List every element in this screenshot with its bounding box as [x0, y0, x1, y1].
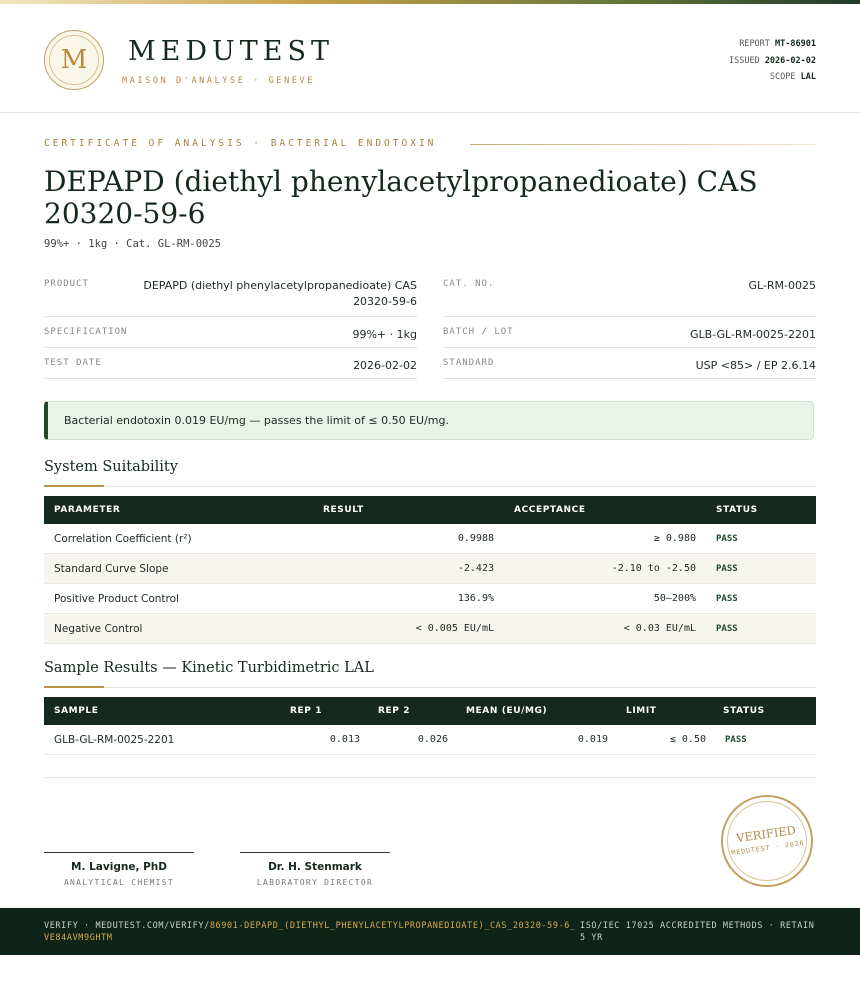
stamp-subtext: MEDUTEST · 2026: [730, 838, 806, 858]
batch-lot-label: BATCH / LOT: [443, 327, 514, 337]
sample-id-cell: GLB-GL-RM-0025-2201: [44, 725, 244, 755]
test-date-value: 2026-02-02: [353, 359, 417, 372]
table-header-row: [44, 496, 816, 524]
limit-cell: ≤ 0.50: [608, 725, 706, 755]
test-date-label: TEST DATE: [44, 358, 102, 368]
status-badge: PASS: [696, 614, 816, 644]
standard-label: STANDARD: [443, 358, 495, 368]
rep2-cell: 0.026: [360, 725, 448, 755]
scope-label: SCOPE: [769, 72, 796, 82]
table-row: [44, 725, 816, 755]
column-header-result: RESULT: [244, 496, 494, 524]
status-badge: PASS: [696, 554, 816, 584]
column-header-status: STATUS: [706, 697, 816, 725]
signatory-role: ANALYTICAL CHEMIST: [63, 878, 175, 887]
section-rule: [44, 687, 816, 688]
brand-seal-logo: [44, 30, 104, 90]
table-row: [44, 584, 816, 614]
report-meta: [729, 36, 816, 86]
stamp-text: VERIFIED: [735, 822, 797, 846]
table-header-row: [44, 697, 816, 725]
column-header-rep2: REP 2: [360, 697, 448, 725]
document-title: DEPAPD (diethyl phenylacetylpropanedioate) CAS 20320-59-6: [44, 165, 758, 230]
verify-prefix: VERIFY · MEDUTEST.COM/VERIFY/: [44, 921, 210, 931]
page-footer: [0, 908, 860, 955]
rep1-cell: 0.013: [244, 725, 360, 755]
acceptance-cell: < 0.03 EU/mL: [494, 614, 696, 644]
product-value: DEPAPD (diethyl phenylacetylpropanedioate) CAS 20320-59-6: [143, 279, 417, 308]
issued-date: 2026-02-02: [764, 55, 816, 66]
result-cell: -2.423: [244, 554, 494, 584]
section-rule: [44, 486, 816, 487]
test-date-field: [44, 357, 417, 379]
brand-name: MEDUTEST: [128, 36, 334, 67]
standard-field: [443, 357, 816, 379]
column-header-acceptance: ACCEPTANCE: [494, 496, 696, 524]
result-cell: 0.9988: [244, 524, 494, 554]
page-header: [0, 4, 860, 113]
catalog-number-field: [443, 278, 816, 317]
specification-label: SPECIFICATION: [44, 327, 128, 337]
specification-value: 99%+ · 1kg: [352, 328, 417, 341]
specification-field: [44, 326, 417, 348]
scope-line: [729, 69, 816, 86]
seal-letter: M: [49, 35, 99, 85]
column-header-mean: MEAN (EU/MG): [448, 697, 608, 725]
status-badge: PASS: [696, 524, 816, 554]
status-badge: PASS: [706, 725, 816, 755]
signatory-name: Dr. H. Stenmark: [268, 861, 362, 873]
section-accent: [44, 686, 104, 688]
report-number: MT-86901: [775, 39, 816, 49]
column-header-status: STATUS: [696, 496, 816, 524]
accreditation-note: ISO/IEC 17025 ACCREDITED METHODS · RETAIN 5 YR: [580, 921, 815, 943]
parameter-cell: Positive Product Control: [44, 584, 244, 614]
batch-lot-value: GLB-GL-RM-0025-2201: [689, 328, 816, 341]
acceptance-cell: -2.10 to -2.50: [494, 554, 696, 584]
report-number-line: [729, 36, 816, 53]
catalog-number-label: CAT. NO.: [443, 279, 495, 289]
brand-tagline: MAISON D'ANALYSE · GENÈVE: [122, 76, 315, 86]
system-suitability-table: [44, 496, 816, 644]
issued-label: ISSUED: [728, 55, 760, 66]
column-header-rep1: REP 1: [244, 697, 360, 725]
mean-cell: 0.019: [448, 725, 608, 755]
certificate-eyebrow: CERTIFICATE OF ANALYSIS · BACTERIAL ENDOTOXIN: [44, 138, 437, 149]
signature-block-chemist: [44, 852, 194, 887]
result-cell: < 0.005 EU/mL: [244, 614, 494, 644]
column-header-limit: LIMIT: [608, 697, 706, 725]
column-header-sample: SAMPLE: [44, 697, 244, 725]
product-label: PRODUCT: [44, 279, 89, 289]
standard-value: USP <85> / EP 2.6.14: [695, 359, 816, 372]
document-subtitle: 99%+ · 1kg · Cat. GL-RM-0025: [44, 238, 222, 250]
table-row: [44, 524, 816, 554]
verify-line: [44, 920, 580, 944]
sample-results-table: [44, 697, 816, 755]
signature-block-director: [240, 852, 390, 887]
signatory-role: LABORATORY DIRECTOR: [256, 878, 374, 887]
product-field: [44, 278, 417, 317]
status-badge: PASS: [696, 584, 816, 614]
content-end-rule: [44, 777, 816, 778]
sample-results-heading: Sample Results — Kinetic Turbidimetric LAL: [44, 660, 374, 676]
parameter-cell: Correlation Coefficient (r²): [44, 524, 244, 554]
parameter-cell: Standard Curve Slope: [44, 554, 244, 584]
eyebrow-divider: [470, 144, 816, 145]
result-notice-text: Bacterial endotoxin 0.019 EU/mg — passes the limit of ≤ 0.50 EU/mg.: [64, 414, 449, 427]
issued-line: [729, 53, 816, 70]
table-row: [44, 614, 816, 644]
acceptance-cell: ≥ 0.980: [494, 524, 696, 554]
scope-value: LAL: [800, 72, 816, 82]
verify-link[interactable]: 86901-DEPAPD_(DIETHYL_PHENYLACETYLPROPANEDIOATE)_CAS_20320-59-6_VE84AVM9GHTM: [44, 921, 576, 943]
parameter-cell: Negative Control: [44, 614, 244, 644]
system-suitability-heading: System Suitability: [44, 459, 178, 475]
table-row: [44, 554, 816, 584]
verified-stamp: [715, 789, 819, 893]
section-accent: [44, 485, 104, 487]
result-cell: 136.9%: [244, 584, 494, 614]
column-header-parameter: PARAMETER: [44, 496, 244, 524]
catalog-number-value: GL-RM-0025: [748, 279, 816, 292]
batch-lot-field: [443, 326, 816, 348]
result-notice: [44, 401, 814, 440]
report-label: REPORT: [739, 39, 770, 49]
signatory-name: M. Lavigne, PhD: [71, 861, 167, 873]
acceptance-cell: 50–200%: [494, 584, 696, 614]
